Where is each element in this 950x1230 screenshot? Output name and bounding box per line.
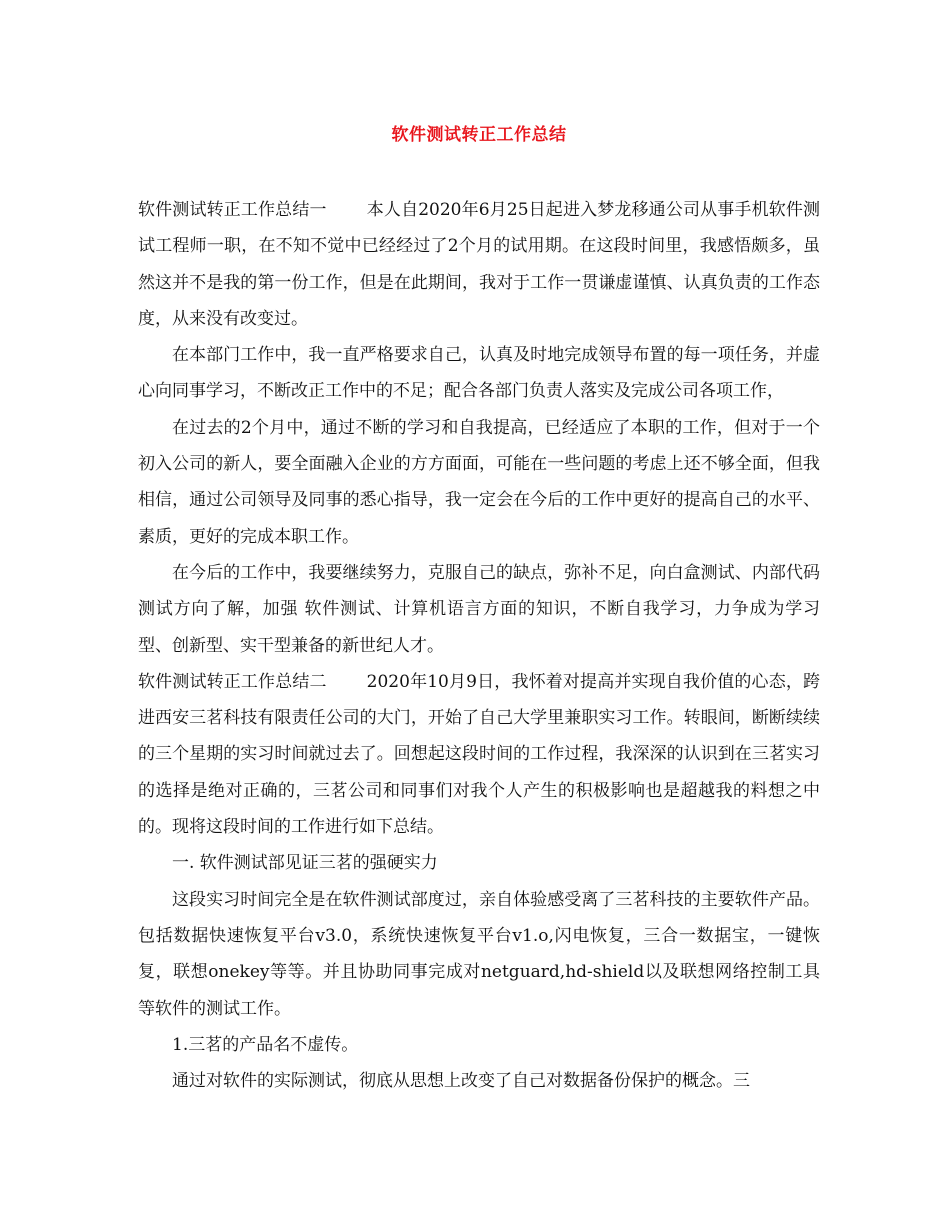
section-one-intro-text: 本人自2020年6月25日起进入梦龙移通公司从事手机软件测试工程师一职，在不知不觉中已经经过了2个月的试用期。在这段时间里，我感悟颇多，虽然这并不是我的第一份工作，但是在此期间，我对于工作一贯谦虚谨慎、认真负责的工作态度，从来没有改变过。: [138, 200, 821, 329]
section-two-subheading: 一. 软件测试部见证三茗的强硬实力: [172, 853, 438, 874]
section-one-heading: 软件测试转正工作总结一: [138, 200, 327, 220]
section-two-intro-text: 2020年10月9日，我怀着对提高并实现自我价值的心态，跨进西安三茗科技有限责任公司的大门，开始了自己大学里兼职实习工作。转眼间，断断续续的三个星期的实习时间就过去了。回想起这段时间的工作过程，我深深的认识到在三茗实习的选择是绝对正确的，三茗公司和同事们对我个人产生的积极影响也是超越我的料想之中的。现将这段时间的工作进行如下总结。: [138, 671, 821, 838]
section-two-paragraph-2: 通过对软件的实际测试，彻底从思想上改变了自己对数据备份保护的概念。三: [172, 1071, 750, 1092]
section-one-paragraph-2: 在过去的2个月中，通过不断的学习和自我提高，已经适应了本职的工作，但对于一个初入公司的新人，要全面融入企业的方方面面，可能在一些问题的考虑上还不够全面，但我相信，通过公司领导及同事的悉心指导，我一定会在今后的工作中更好的提高自己的水平、素质，更好的完成本职工作。: [138, 417, 820, 547]
document-title: 软件测试转正工作总结: [391, 125, 567, 145]
section-one-intro-paragraph: [138, 192, 820, 337]
section-two-heading: 软件测试转正工作总结二: [138, 671, 327, 692]
section-two-paragraph-1: 这段实习时间完全是在软件测试部度过，亲自体验感受离了三茗科技的主要软件产品。包括数据快速恢复平台v3.0，系统快速恢复平台v1.o,闪电恢复，三合一数据宝，一键恢复，联想onekey等等。并且协助同事完成对netguard,hd-shield以及联想网络控制工具等软件的测试工作。: [138, 889, 820, 1019]
section-two-point-1: 1.三茗的产品名不虚传。: [172, 1034, 359, 1055]
section-one-paragraph-3: 在今后的工作中，我要继续努力，克服自己的缺点，弥补不足，向白盒测试、内部代码测试方向了解，加强 软件测试、计算机语言方面的知识，不断自我学习，力争成为学习型、创新型、实干型兼备的新世纪人才。: [138, 562, 820, 656]
document-body: [138, 192, 820, 1099]
section-two-intro-paragraph: [138, 664, 820, 845]
section-one-paragraph-1: 在本部门工作中，我一直严格要求自己，认真及时地完成领导布置的每一项任务，并虚心向同事学习，不断改正工作中的不足；配合各部门负责人落实及完成公司各项工作，: [138, 345, 820, 402]
